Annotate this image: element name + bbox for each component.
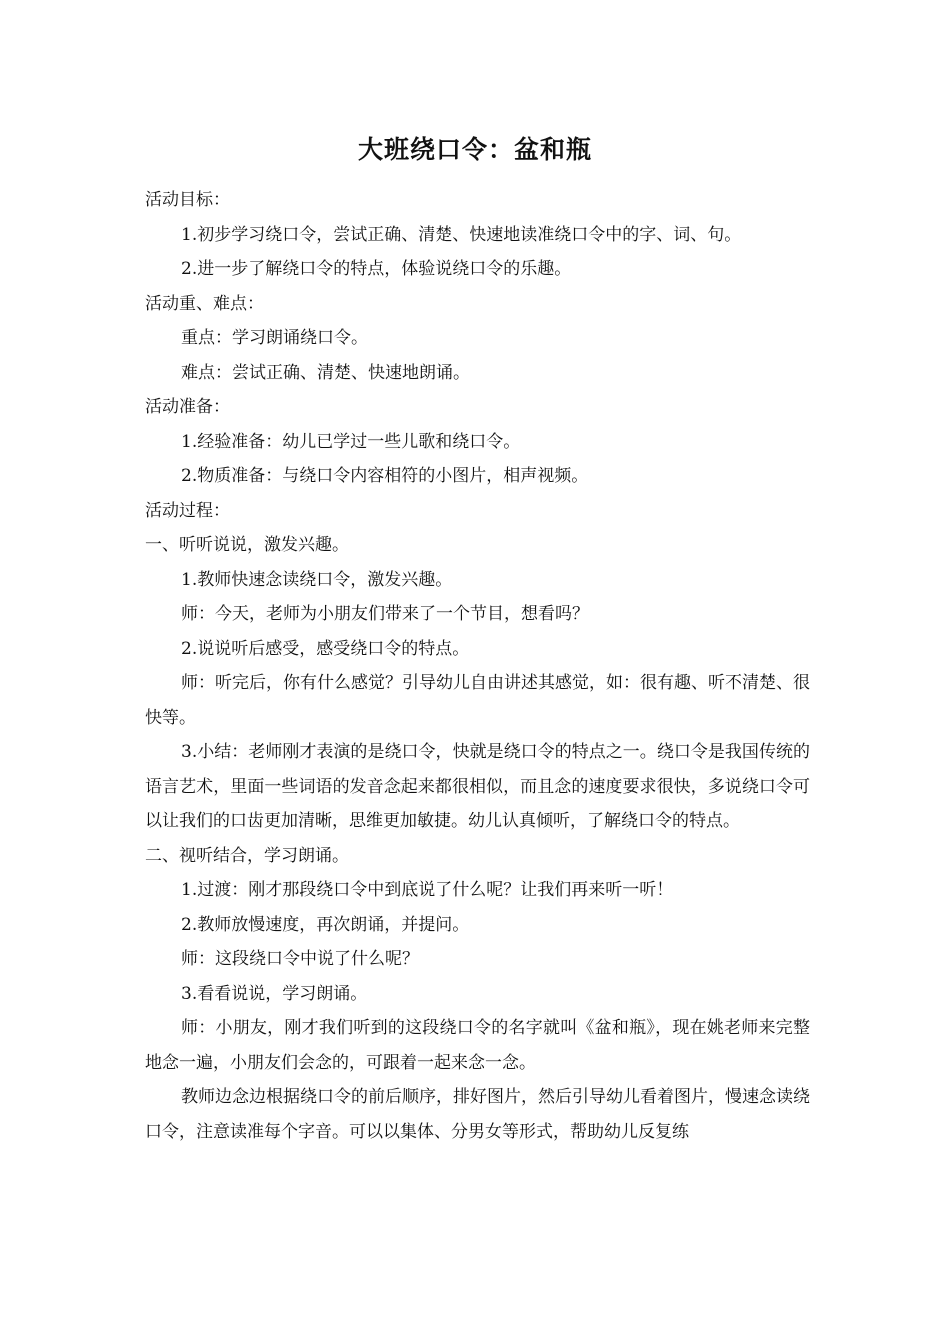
body-paragraph: 重点：学习朗诵绕口令。 [181,328,368,348]
body-paragraph: 2.说说听后感受，感受绕口令的特点。 [181,638,470,659]
body-paragraph: 师：听完后，你有什么感觉？引导幼儿自由讲述其感觉，如：很有趣、听不清楚、很快等。 [145,673,810,728]
body-paragraph: 2.物质准备：与绕口令内容相符的小图片，相声视频。 [181,466,589,486]
section-heading: 二、视听结合，学习朗诵。 [145,845,349,866]
section-heading: 一、听听说说，激发兴趣。 [145,535,349,555]
document-body [145,183,810,1149]
body-paragraph: 1.教师快速念读绕口令，激发兴趣。 [181,569,453,590]
section-heading: 活动目标： [145,190,230,210]
body-paragraph: 1.过渡：刚才那段绕口令中到底说了什么呢？让我们再来听一听！ [181,880,674,900]
body-paragraph: 1.经验准备：幼儿已学过一些儿歌和绕口令。 [181,431,521,452]
body-paragraph: 教师边念边根据绕口令的前后顺序，排好图片，然后引导幼儿看着图片，慢速念读绕口令，注意读准每个字音。可以以集体、分男女等形式，帮助幼儿反复练 [145,1087,810,1142]
body-paragraph: 3.看看说说，学习朗诵。 [181,983,368,1004]
body-paragraph: 师：这段绕口令中说了什么呢？ [181,949,419,969]
section-heading: 活动过程： [145,500,230,521]
body-paragraph: 师：今天，老师为小朋友们带来了一个节目，想看吗？ [181,604,589,624]
body-paragraph: 2.进一步了解绕口令的特点，体验说绕口令的乐趣。 [181,259,572,279]
body-paragraph: 3.小结：老师刚才表演的是绕口令，快就是绕口令的特点之一。绕口令是我国传统的语言艺术，里面一些词语的发音念起来都很相似，而且念的速度要求很快，多说绕口令可以让我们的口齿更加清晰，思维更加敏捷。幼儿认真倾听，了解绕口令的特点。 [145,742,810,831]
section-heading: 活动准备： [145,397,230,417]
body-paragraph: 师：小朋友，刚才我们听到的这段绕口令的名字就叫《盆和瓶》，现在姚老师来完整地念一遍，小朋友们会念的，可跟着一起来念一念。 [145,1018,810,1073]
document-title: 大班绕口令：盆和瓶 [357,135,592,164]
body-paragraph: 2.教师放慢速度，再次朗诵，并提问。 [181,914,470,935]
body-paragraph: 1.初步学习绕口令，尝试正确、清楚、快速地读准绕口令中的字、词、句。 [181,224,742,245]
body-paragraph: 难点：尝试正确、清楚、快速地朗诵。 [181,362,470,383]
section-heading: 活动重、难点： [145,293,264,314]
